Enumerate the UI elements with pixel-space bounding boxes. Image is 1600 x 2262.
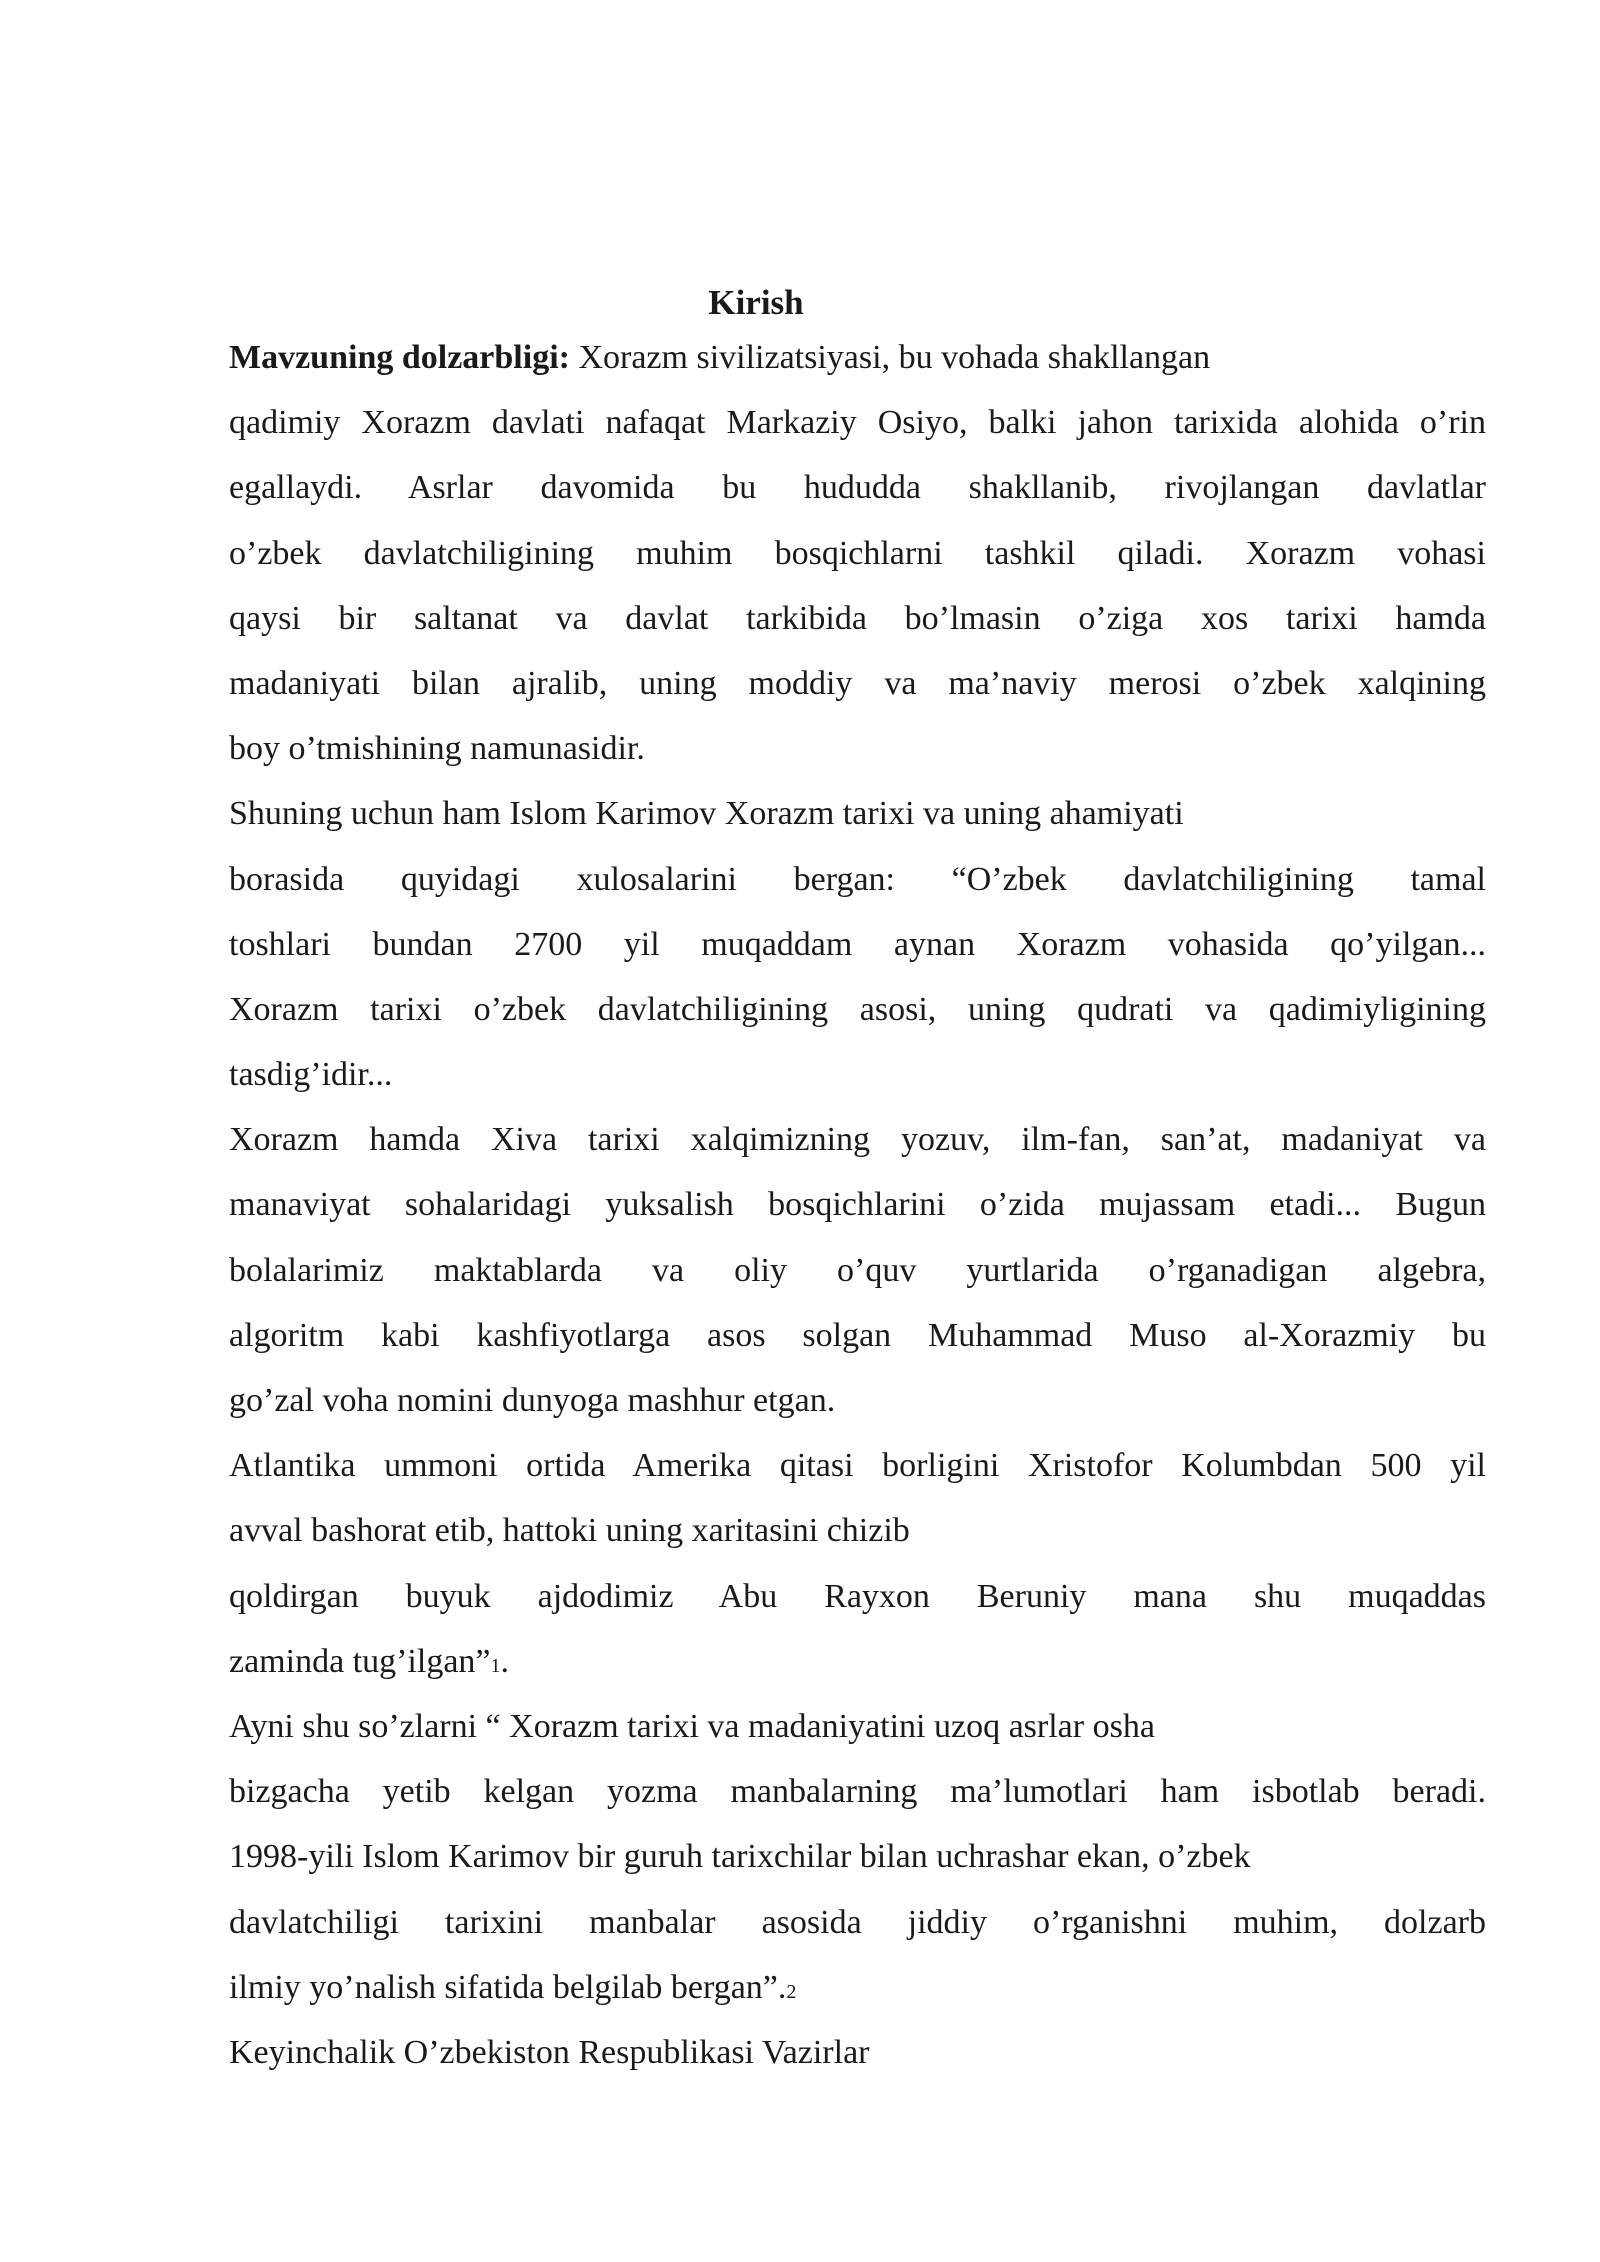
- text-line: [229, 1890, 1486, 1955]
- line-text: tasdig’idir...: [229, 1056, 393, 1094]
- text-line: [229, 2020, 1486, 2085]
- line-text: Xorazm tarixi o’zbek davlatchiligining asosi, uning qudrati va qadimiyligining: [229, 990, 1486, 1028]
- line-text: manaviyat sohalaridagi yuksalish bosqichlarini o’zida mujassam etadi... Bugun: [229, 1186, 1486, 1224]
- text-line: [229, 1303, 1486, 1368]
- line-text: borasida quyidagi xulosalarini bergan: “O’zbek davlatchiligining tamal: [229, 860, 1486, 898]
- line-text: Keyinchalik O’zbekiston Respublikasi Vazirlar: [229, 2033, 870, 2071]
- text-line: [229, 977, 1486, 1042]
- line-text: toshlari bundan 2700 yil muqaddam aynan Xorazm vohasida qo’yilgan...: [229, 925, 1486, 963]
- text-line: [229, 390, 1486, 455]
- line-text: Ayni shu so’zlarni “ Xorazm tarixi va madaniyatini uzoq asrlar osha: [229, 1707, 1155, 1745]
- line-text: qoldirgan buyuk ajdodimiz Abu Rayxon Beruniy mana shu muqaddas: [229, 1577, 1486, 1615]
- text-line: [229, 521, 1486, 586]
- line-text: Atlantika ummoni ortida Amerika qitasi borligini Xristofor Kolumbdan 500 yil: [229, 1447, 1486, 1485]
- line-text: Xorazm hamda Xiva tarixi xalqimizning yozuv, ilm-fan, san’at, madaniyat va: [229, 1121, 1486, 1159]
- line-text: madaniyati bilan ajralib, uning moddiy va ma’naviy merosi o’zbek xalqining: [229, 664, 1486, 702]
- line-text: ilmiy yo’nalish sifatida belgilab bergan”.: [229, 1968, 787, 2006]
- line-text: qaysi bir saltanat va davlat tarkibida bo’lmasin o’ziga xos tarixi hamda: [229, 599, 1486, 637]
- text-line: [229, 1955, 1486, 2020]
- text-line: [229, 1629, 1486, 1694]
- text-line: [229, 1694, 1486, 1759]
- line-trailing-text: .: [500, 1642, 510, 1680]
- line-text: Shuning uchun ham Islom Karimov Xorazm tarixi va uning ahamiyati: [229, 795, 1184, 833]
- text-line: [229, 1564, 1486, 1629]
- line-text: avval bashorat etib, hattoki uning xaritasini chizib: [229, 1512, 910, 1550]
- line-text: zaminda tug’ilgan”: [229, 1642, 491, 1680]
- text-line: [229, 1107, 1486, 1172]
- text-line: [229, 1172, 1486, 1237]
- text-line: [229, 586, 1486, 651]
- text-line: [229, 912, 1486, 977]
- text-line: [229, 847, 1486, 912]
- line-text: o’zbek davlatchiligining muhim bosqichlarni tashkil qiladi. Xorazm vohasi: [229, 534, 1486, 572]
- text-line: [229, 1759, 1486, 1824]
- text-line: [229, 1368, 1486, 1433]
- text-line: [229, 1433, 1486, 1498]
- footnote-marker[interactable]: 1: [490, 1654, 501, 1677]
- text-line: [229, 1042, 1486, 1107]
- line-text: davlatchiligi tarixini manbalar asosida jiddiy o’rganishni muhim, dolzarb: [229, 1903, 1486, 1941]
- text-line: [229, 1498, 1486, 1563]
- line-text: boy o’tmishining namunasidir.: [229, 730, 645, 768]
- body-text: [229, 325, 1486, 2085]
- text-line: [229, 325, 1486, 390]
- line-text: qadimiy Xorazm davlati nafaqat Markaziy Osiyo, balki jahon tarixida alohida o’rin: [229, 404, 1486, 442]
- line-text: algoritm kabi kashfiyotlarga asos solgan Muhammad Muso al-Xorazmiy bu: [229, 1316, 1486, 1354]
- text-line: [229, 1824, 1486, 1889]
- text-line: [229, 781, 1486, 846]
- footnote-marker[interactable]: 2: [786, 1980, 797, 2003]
- page-title: Kirish: [708, 283, 804, 322]
- text-line: [229, 1238, 1486, 1303]
- text-line: [229, 651, 1486, 716]
- line-text: egallaydi. Asrlar davomida bu hududda shakllanib, rivojlangan davlatlar: [229, 469, 1486, 507]
- line-text: go’zal voha nomini dunyoga mashhur etgan.: [229, 1382, 836, 1419]
- text-line: [229, 716, 1486, 781]
- line-text: bolalarimiz maktablarda va oliy o’quv yurtlarida o’rganadigan algebra,: [229, 1251, 1486, 1289]
- line-text: 1998-yili Islom Karimov bir guruh tarixchilar bilan uchrashar ekan, o’zbek: [229, 1838, 1251, 1876]
- line-text: bizgacha yetib kelgan yozma manbalarning ma’lumotlari ham isbotlab beradi.: [229, 1773, 1486, 1811]
- text-line: [229, 455, 1486, 520]
- line-text: Xorazm sivilizatsiyasi, bu vohada shakllangan: [569, 339, 1211, 376]
- section-lead-label: Mavzuning dolzarbligi:: [229, 339, 570, 376]
